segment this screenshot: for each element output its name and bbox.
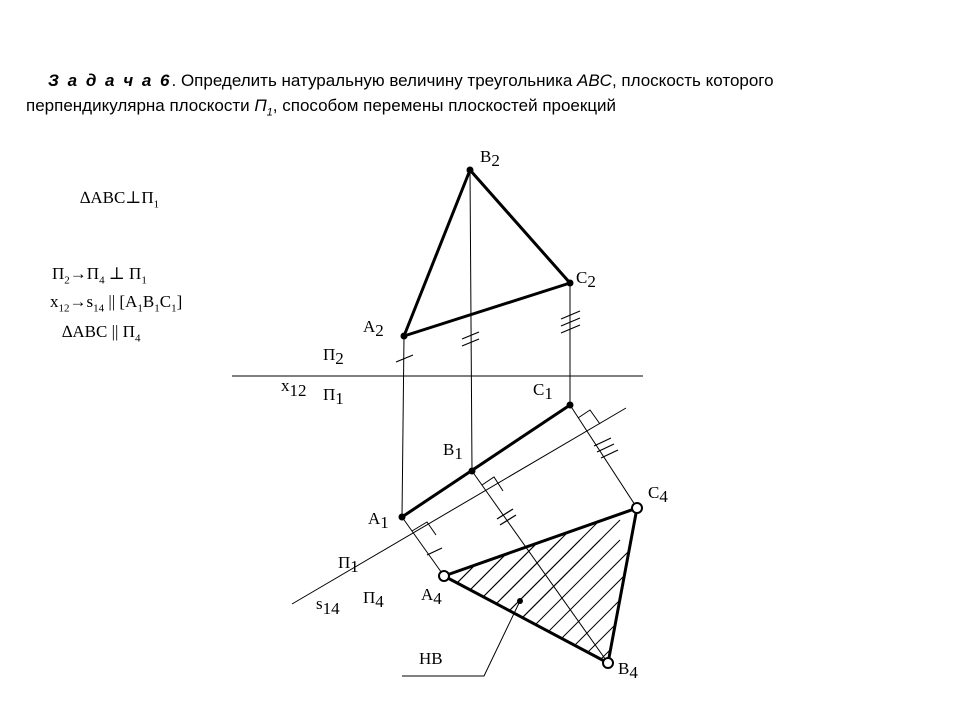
- label-a4: A4: [421, 585, 442, 608]
- label-true-size: НВ: [419, 649, 443, 668]
- task-text: , способом перемены плоскостей проекций: [272, 96, 617, 115]
- true-size-hatch: [360, 520, 740, 680]
- label-s14: s14: [316, 594, 340, 618]
- point-b4: [603, 658, 613, 668]
- point-c2: [567, 280, 574, 287]
- label-a1: A1: [368, 509, 389, 532]
- s14-axis-line: [292, 408, 626, 604]
- label-c2: C2: [576, 268, 596, 291]
- task-text: , плоскость которого: [611, 71, 774, 90]
- projection-line-b: [470, 170, 472, 471]
- point-b2: [467, 167, 474, 174]
- step2-note: $x_{12}\to s_{14}$ || $[A_1B_1C_1]$: [50, 292, 183, 315]
- label-c1: C1: [533, 380, 553, 403]
- point-a1: [399, 514, 406, 521]
- label-b2: B2: [480, 147, 500, 170]
- triangle-horizontal-projection: [402, 405, 570, 517]
- point-a2: [401, 333, 408, 340]
- step1-note: $П_2\to П_4$ ⊥ $П_1$: [52, 264, 147, 287]
- task-text: . Определить натуральную величину треугольника: [171, 71, 577, 90]
- label-plane-pi1-new: П1: [338, 553, 359, 576]
- point-a4: [439, 571, 449, 581]
- point-c1: [567, 402, 574, 409]
- label-c4: C4: [648, 483, 668, 506]
- label-a2: A2: [363, 317, 384, 340]
- point-b1: [469, 468, 476, 475]
- label-b1: B1: [443, 440, 463, 463]
- condition-note: $\Delta ABC\perp П_1$: [80, 188, 160, 211]
- hb-leader-dot: [517, 598, 523, 604]
- task-text: перпендикулярна плоскости: [26, 96, 255, 115]
- label-plane-pi2: П2: [323, 345, 344, 368]
- equal-segment-marks: [396, 311, 618, 555]
- projection-line-a-new: [402, 517, 444, 576]
- triangle-name: ABC: [577, 71, 612, 90]
- step3-note: ∆ABC || $П_4$: [62, 322, 141, 345]
- label-b4: B4: [618, 659, 638, 682]
- projection-line-a: [402, 336, 404, 517]
- plane-name: $П_1$: [254, 96, 273, 119]
- label-plane-pi1: П1: [323, 385, 344, 408]
- task-heading: З а д а ч а 6: [48, 71, 172, 90]
- label-plane-pi4: П4: [363, 588, 384, 611]
- label-x12: x12: [281, 376, 307, 400]
- point-c4: [632, 503, 642, 513]
- triangle-frontal-projection: [404, 170, 570, 336]
- right-angle-mark-a: [412, 522, 436, 535]
